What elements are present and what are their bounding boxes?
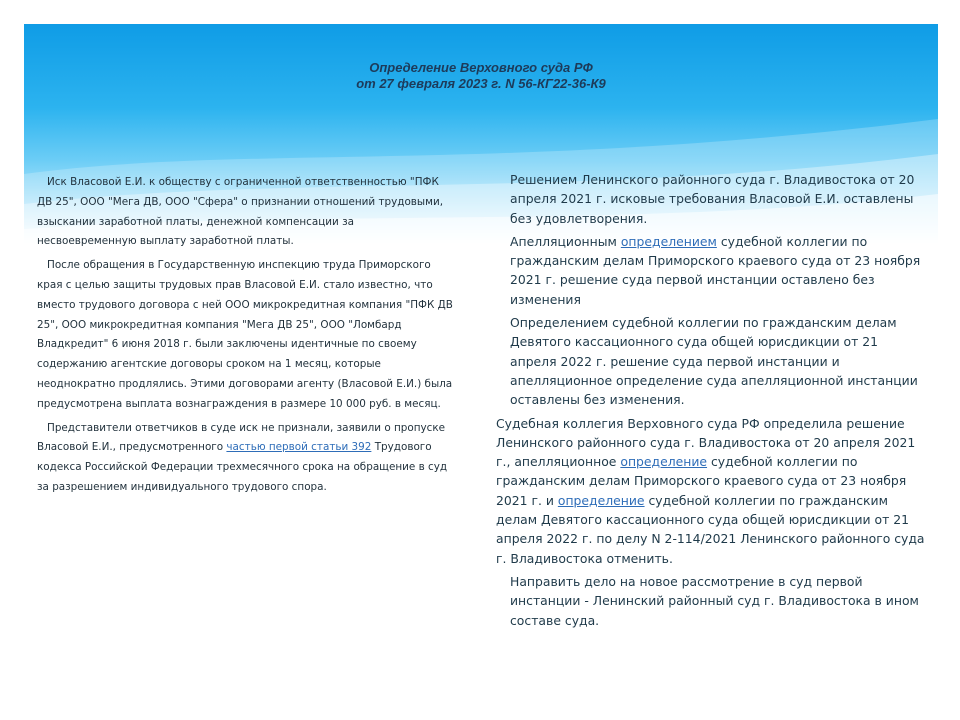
left-paragraph-1: Иск Власовой Е.И. к обществу с ограниченной ответственностью "ПФК ДВ 25", ООО "Мега ДВ, ООО "Сфера" о признании отношений трудовыми, взыскании заработной платы, денежной компенсации за несвоевременную выплату заработной платы.	[37, 176, 444, 248]
right-paragraph-1: Решением Ленинского районного суда г. Владивостока от 20 апреля 2021 г. исковые требования Власовой Е.И. оставлены без удовлетворения.	[510, 172, 915, 226]
right-p2-text-after: судебной коллегии по гражданским делам Приморского краевого суда от 23 ноября 2021 г. решение суда первой инстанции оставлено без изменения	[510, 233, 921, 307]
right-paragraph-4	[496, 414, 928, 568]
title-line-2: от 27 февраля 2023 г. N 56-КГ22-36-К9	[356, 76, 606, 91]
right-paragraph-2	[496, 232, 928, 309]
page-title	[24, 60, 938, 92]
left-p3-text-before: Представители ответчиков в суде иск не признали, заявили о пропуске Власовой Е.И., предусмотренного	[37, 421, 446, 454]
right-paragraph-5: Направить дело на новое рассмотрение в суд первой инстанции - Ленинский районный суд г. Владивостока в ином составе суда.	[510, 573, 919, 628]
left-p3-text-after: Трудового кодекса Российской Федерации трехмесячного срока на обращение в суд за разрешением индивидуального трудового спора.	[37, 441, 448, 493]
right-p2-text-before: Апелляционным	[510, 233, 621, 249]
right-paragraph-3: Определением судебной коллегии по гражданским делам Девятого кассационного суда общей юрисдикции от 21 апреля 2022 г. решение суда первой инстанции и апелляционное определение суда апелляционной инстанции оставлены без изменения.	[510, 315, 918, 408]
right-p4-text-mid: судебной коллегии по гражданским делам Приморского краевого суда от 23 ноября 2021 г. и	[496, 454, 907, 508]
left-column	[37, 173, 455, 502]
right-column	[496, 170, 928, 634]
appeal-ruling-link-2[interactable]: определение	[620, 454, 708, 470]
right-p4-text-after: судебной коллегии по гражданским делам Девятого кассационного суда общей юрисдикции от 21 апреля 2022 г. по делу N 2-114/2021 Ленинского районного суда г. Владивостока отменить.	[496, 492, 925, 566]
article-392-link[interactable]: частью первой статьи 392	[226, 441, 372, 454]
left-paragraph-2: После обращения в Государственную инспекцию труда Приморского края с целью защиты трудовых прав Власовой Е.И. стало известно, что вместо трудового договора с ней ООО микрокредитная компания "ПФК ДВ 25", ООО микрокредитная компания "Мега ДВ 25", ООО "Ломбард Владкредит" 6 июня 2018 г. были заключены идентичные по своему содержанию агентские договоры сроком на 1 месяц, которые неоднократно продлялись. Этими договорами агенту (Власовой Е.И.) была предусмотрена выплата вознаграждения в размере 10 000 руб. в месяц.	[37, 259, 453, 410]
cassation-ruling-link[interactable]: определение	[557, 492, 645, 508]
right-p4-text-before: Судебная коллегия Верховного суда РФ определила решение Ленинского районного суда г. Владивостока от 20 апреля 2021 г., апелляционное	[496, 415, 916, 470]
title-line-1: Определение Верховного суда РФ	[369, 60, 593, 75]
appeal-ruling-link[interactable]: определением	[620, 233, 717, 249]
left-paragraph-3	[37, 419, 455, 498]
